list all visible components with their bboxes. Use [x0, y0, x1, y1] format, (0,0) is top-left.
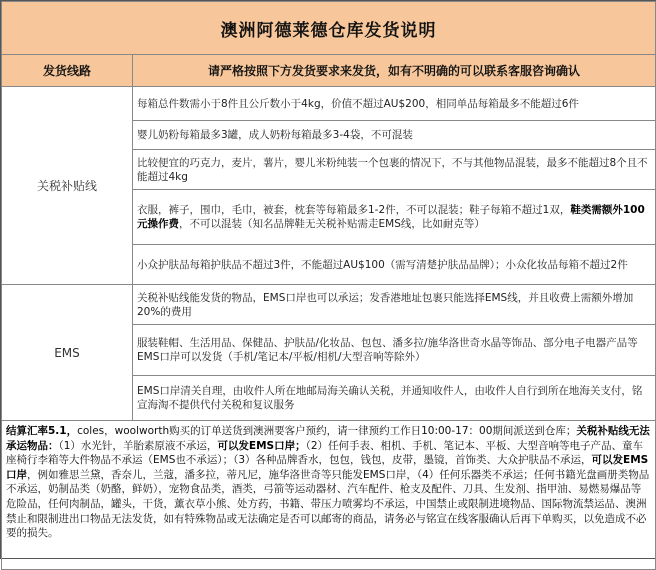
footer-text: ，例如雅思兰黛，香奈儿，兰蔻，潘多拉，蒂凡尼，施华洛世奇等只能发EMS口岸，（4）任何乐器类不承运；任何书籍光盘画册类物品不承运，奶制品类（奶酪，鲜奶），宠物食品类，酒类，弓箭等运动器材、汽车配件、枪支及配件、刀具、生发剂、指甲油、易燃易爆品等危险品，任何肉制品，罐头，干货，薰衣草小熊、处方药，书籍、带压力喷雾均不承运，中国禁止或限制进境物品、国际物流禁运品、澳洲禁止和限制进出口物品无法发货，如有特殊物品或无法确定是否可以邮寄的商品，请务必与铭宣在线客服确认后再下单购买，以免造成不必要的损失。: [6, 468, 650, 540]
footer-text: （1）水光针，羊胎素原液不承运，: [58, 439, 218, 452]
footer-row: [2, 421, 656, 570]
rule-cell: 婴儿奶粉每箱最多3罐，成人奶粉每箱最多3-4袋，不可混装: [133, 121, 656, 150]
footer-emphasis: 可以发EMS口岸: [6, 454, 649, 481]
title-row: [2, 2, 656, 55]
footer-emphasis: 关税补贴线无法承运物品：: [6, 425, 650, 452]
rule-cell: 每箱总件数需小于8件且公斤数小于4kg，价值不超过AU$200，相同单品每箱最多不能超过6件: [133, 87, 656, 121]
exchange-rate-note: 结算汇率5.1，: [6, 425, 78, 437]
rule-cell: 服装鞋帽、生活用品、保健品、护肤品/化妆品、包包、潘多拉/施华洛世奇水晶等饰品、部分电子电器产品等EMS口岸可以发货（手机/笔记本/平板/相机/大型音响等除外）: [133, 325, 656, 376]
header-row: [2, 55, 656, 87]
rule-text: ，不可以混装（知名品牌鞋无关税补贴需走EMS线，比如耐克等）: [179, 218, 485, 230]
rule-cell: [133, 190, 656, 245]
table-row: [2, 285, 656, 325]
footer-emphasis: 可以发EMS口岸；: [217, 439, 306, 452]
footer-notes: [2, 421, 656, 570]
description-column-header: 请严格按照下方发货要求来发货，如有不明确的可以联系客服咨询确认: [133, 55, 656, 87]
rule-highlight: 鞋类需额外100元操作费: [137, 204, 645, 230]
rule-cell: 比较便宜的巧克力，麦片，薯片，婴儿米粉纯装一个包裹的情况下，不与其他物品混装，最多不能超过8个且不能超过4kg: [133, 150, 656, 190]
route-column-header: 发货线路: [2, 55, 133, 87]
rule-cell: 小众护肤品每箱护肤品不超过3件，不能超过AU$100（需写清楚护肤品品牌）；小众化妆品每箱不超过2件: [133, 245, 656, 285]
rule-text: 衣服，裤子，围巾，毛巾，被套，枕套等每箱最多1-2件，不可以混装；鞋子每箱不超过1双，: [137, 204, 571, 216]
footer-text: coles，woolworth购买的订单送货到澳洲要客户预约，请一律预约工作日10:00-17：00期间派送到仓库；: [77, 425, 577, 437]
sheet-title: 澳洲阿德莱德仓库发货说明: [2, 2, 656, 55]
shipping-table: [1, 1, 656, 570]
rule-cell: EMS口岸清关自理，由收件人所在地邮局海关确认关税，并通知收件人，由收件人自行到所在地海关支付，铭宣海淘不提供代付关税和复议服务: [133, 376, 656, 421]
table-row: [2, 87, 656, 121]
footer-text: （2）任何手表、相机、手机、笔记本、平板、大型音响等电子产品、童车座椅行李箱等大件物品不承运（EMS也不承运）；（3）各种品牌香水，包包，钱包，皮带，墨镜，首饰类、大众护肤品不承运，: [6, 439, 644, 467]
route-ems: EMS: [2, 285, 133, 421]
route-tax-subsidy: 关税补贴线: [2, 87, 133, 285]
rule-cell: 关税补贴线能发货的物品，EMS口岸也可以承运；发香港地址包裹只能选择EMS线，并且收费上需额外增加20%的费用: [133, 285, 656, 325]
